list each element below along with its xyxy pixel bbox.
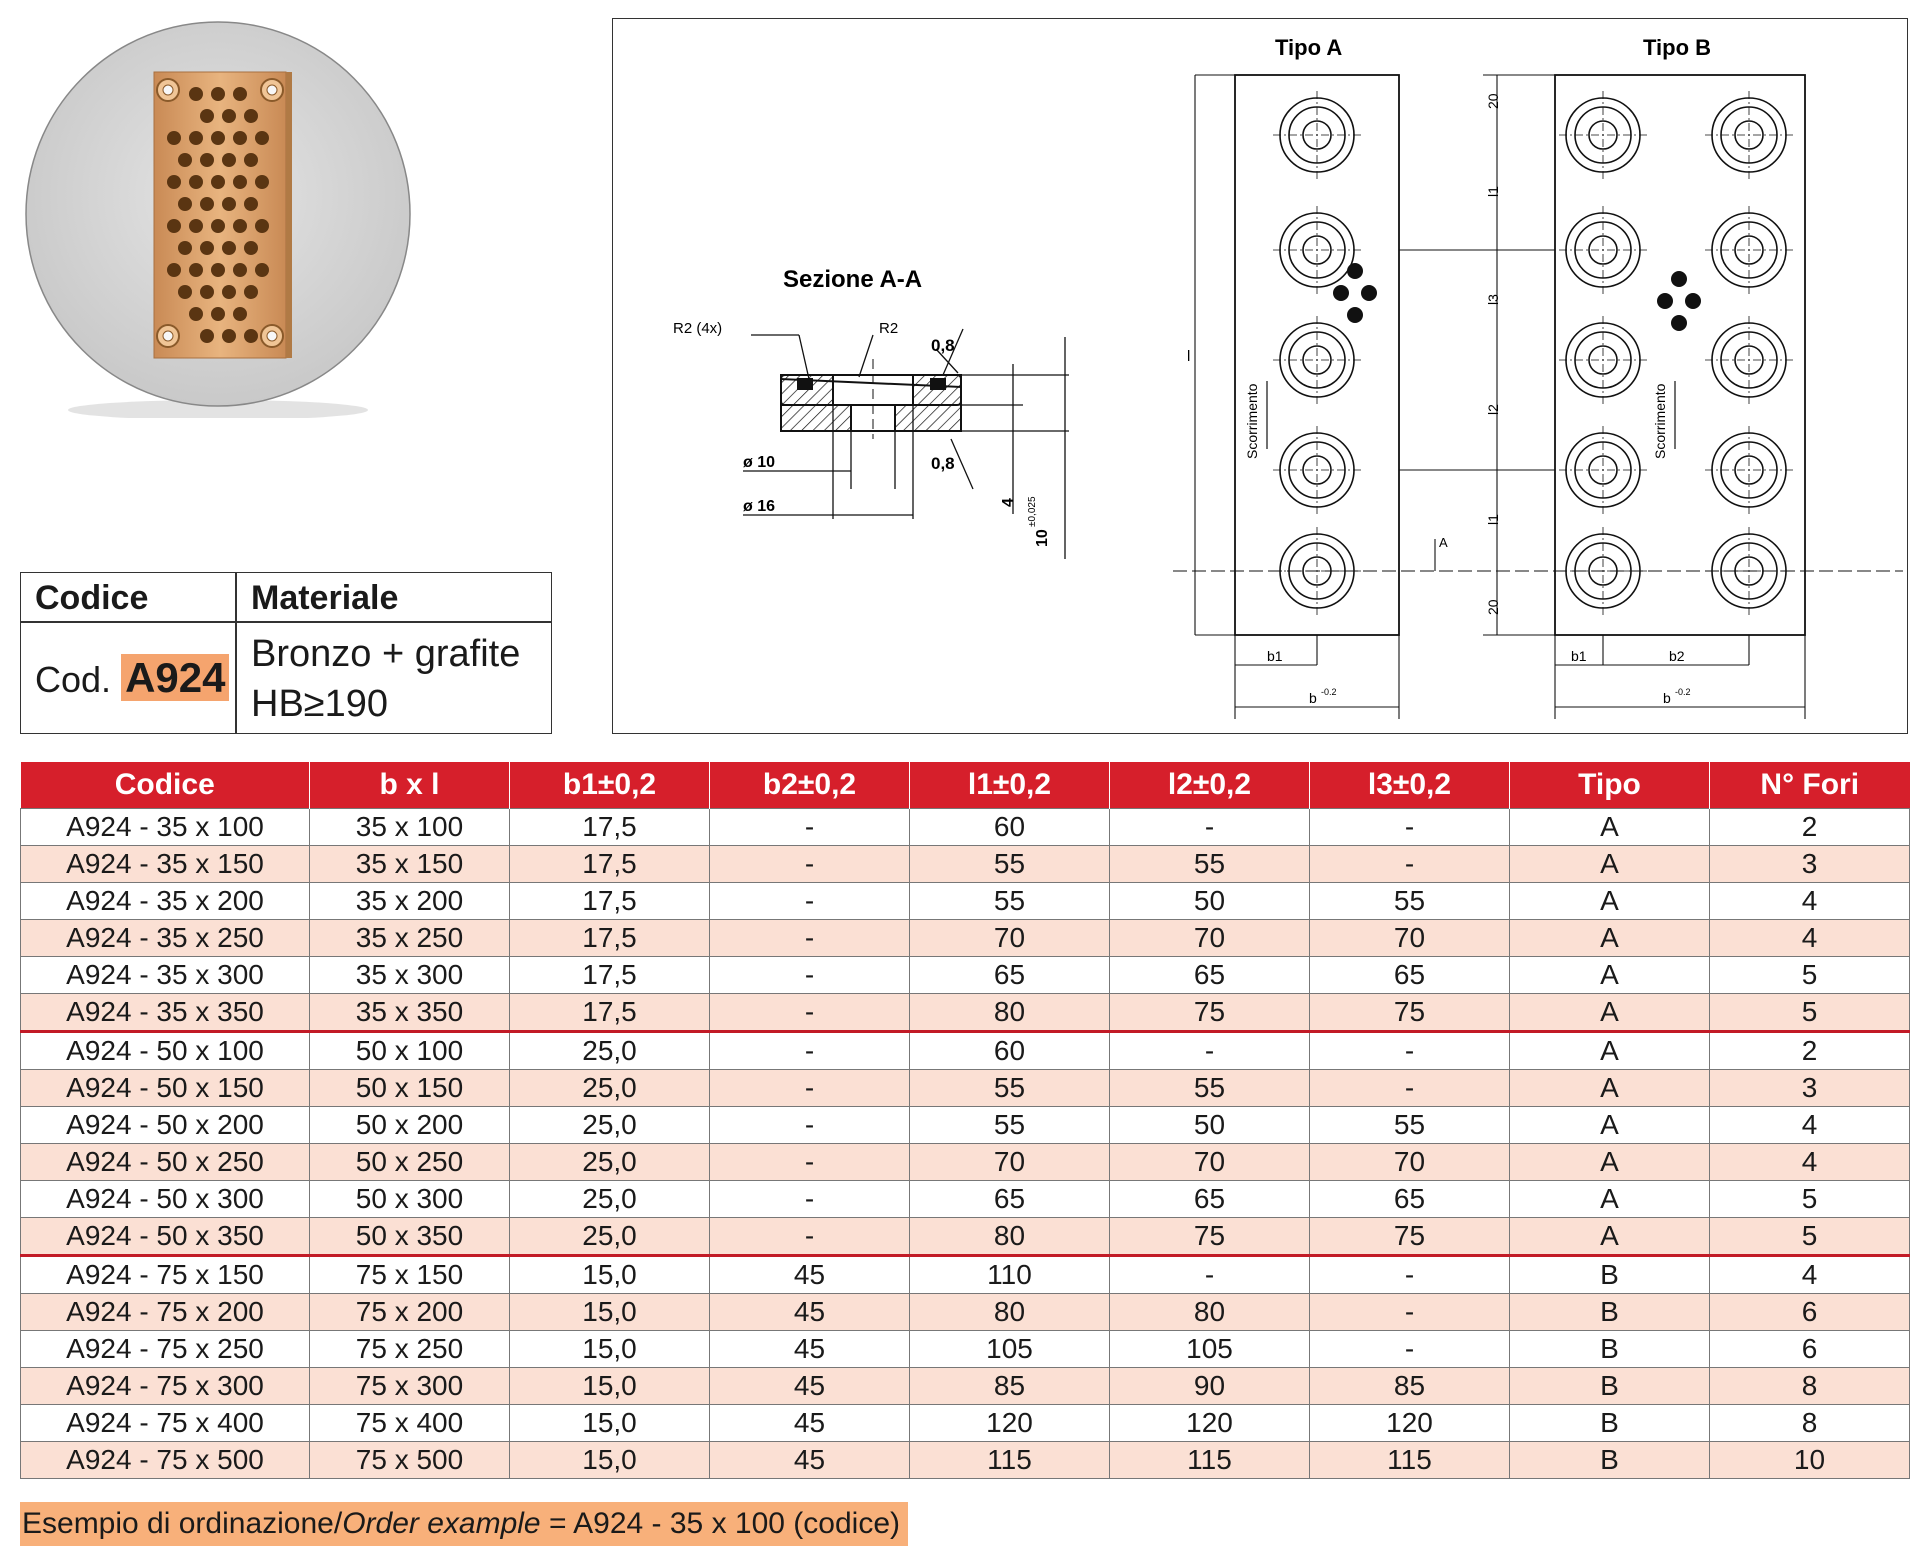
- cell-b2: 45: [710, 1405, 910, 1442]
- cell-tipo: A: [1510, 1144, 1710, 1181]
- product-photo: [18, 18, 418, 418]
- cell-l2: 55: [1110, 846, 1310, 883]
- cell-bxl: 75 x 250: [310, 1331, 510, 1368]
- cell-l1: 55: [910, 1107, 1110, 1144]
- table-row: [21, 846, 1910, 883]
- material-cell: [237, 629, 551, 729]
- cell-codice: A924 - 75 x 500: [21, 1442, 310, 1479]
- table-row: [21, 1070, 1910, 1107]
- cell-codice: A924 - 35 x 100: [21, 809, 310, 846]
- cell-l3: -: [1310, 1070, 1510, 1107]
- cell-l2: 75: [1110, 994, 1310, 1032]
- cell-codice: A924 - 75 x 400: [21, 1405, 310, 1442]
- cell-l3: 70: [1310, 1144, 1510, 1181]
- dim-l1-top: l1: [1485, 186, 1501, 197]
- cell-bxl: 50 x 150: [310, 1070, 510, 1107]
- col-header-codice: Codice: [21, 762, 310, 809]
- scorrimento-b: Scorrimento: [1652, 383, 1668, 459]
- cell-b1: 25,0: [510, 1218, 710, 1256]
- table-row: [21, 920, 1910, 957]
- col-header-bxl: b x l: [310, 762, 510, 809]
- table-row: [21, 1442, 1910, 1479]
- cell-codice: A924 - 75 x 250: [21, 1331, 310, 1368]
- cell-b1: 25,0: [510, 1107, 710, 1144]
- cell-l1: 60: [910, 1032, 1110, 1070]
- cell-b2: -: [710, 809, 910, 846]
- cell-fori: 4: [1710, 1107, 1910, 1144]
- cell-l3: -: [1310, 846, 1510, 883]
- cell-tipo: A: [1510, 1107, 1710, 1144]
- dia16-label: ø 16: [743, 498, 776, 515]
- table-row: [21, 1144, 1910, 1181]
- section-title: Sezione A-A: [783, 266, 923, 293]
- cell-l2: 50: [1110, 883, 1310, 920]
- table-row: [21, 1331, 1910, 1368]
- cell-l2: 65: [1110, 1181, 1310, 1218]
- table-row: [21, 1107, 1910, 1144]
- r2-label: R2: [879, 320, 899, 337]
- cell-bxl: 75 x 400: [310, 1405, 510, 1442]
- cell-b2: -: [710, 1107, 910, 1144]
- cell-tipo: B: [1510, 1331, 1710, 1368]
- cell-codice: A924 - 35 x 250: [21, 920, 310, 957]
- table-row: [21, 1181, 1910, 1218]
- cell-l2: 70: [1110, 1144, 1310, 1181]
- dim10-label: 10: [1034, 529, 1051, 547]
- order-example-it: Esempio di ordinazione/: [22, 1507, 343, 1540]
- cell-bxl: 50 x 350: [310, 1218, 510, 1256]
- cell-bxl: 35 x 150: [310, 846, 510, 883]
- cell-fori: 5: [1710, 1218, 1910, 1256]
- cell-b2: 45: [710, 1294, 910, 1331]
- table-row: [21, 883, 1910, 920]
- cell-fori: 6: [1710, 1294, 1910, 1331]
- cell-l1: 115: [910, 1442, 1110, 1479]
- cell-b2: -: [710, 920, 910, 957]
- cell-l3: 55: [1310, 883, 1510, 920]
- cell-bxl: 50 x 100: [310, 1032, 510, 1070]
- col-header-l3: l3±0,2: [1310, 762, 1510, 809]
- dim-l2: l2: [1485, 404, 1501, 415]
- cell-l3: 85: [1310, 1368, 1510, 1405]
- cell-fori: 4: [1710, 1144, 1910, 1181]
- cell-l2: 90: [1110, 1368, 1310, 1405]
- type-a-holes: [1273, 91, 1361, 615]
- cell-l2: 105: [1110, 1331, 1310, 1368]
- cell-l3: -: [1310, 1256, 1510, 1294]
- cell-codice: A924 - 50 x 300: [21, 1181, 310, 1218]
- type-b-graphite-dots: [1657, 271, 1701, 331]
- material-header: Materiale: [251, 579, 399, 617]
- cell-b1: 17,5: [510, 883, 710, 920]
- material-name: Bronzo + grafite: [251, 633, 521, 675]
- b1-label-a: b1: [1267, 648, 1283, 664]
- cell-bxl: 35 x 350: [310, 994, 510, 1032]
- cell-codice: A924 - 50 x 150: [21, 1070, 310, 1107]
- cell-b2: 45: [710, 1256, 910, 1294]
- cell-codice: A924 - 75 x 200: [21, 1294, 310, 1331]
- dim-08-top: 0,8: [931, 336, 955, 355]
- cell-fori: 2: [1710, 1032, 1910, 1070]
- table-row: [21, 809, 1910, 846]
- col-header-l1: l1±0,2: [910, 762, 1110, 809]
- cell-l2: 115: [1110, 1442, 1310, 1479]
- cell-codice: A924 - 50 x 100: [21, 1032, 310, 1070]
- col-header-tipo: Tipo: [1510, 762, 1710, 809]
- cell-l1: 80: [910, 994, 1110, 1032]
- cell-codice: A924 - 35 x 350: [21, 994, 310, 1032]
- cell-b1: 25,0: [510, 1144, 710, 1181]
- cell-l1: 65: [910, 957, 1110, 994]
- cell-bxl: 75 x 150: [310, 1256, 510, 1294]
- technical-drawing: [612, 18, 1908, 734]
- cell-b2: -: [710, 1218, 910, 1256]
- cell-l3: -: [1310, 1294, 1510, 1331]
- cell-tipo: A: [1510, 994, 1710, 1032]
- cell-b2: -: [710, 957, 910, 994]
- cell-tipo: B: [1510, 1294, 1710, 1331]
- cell-bxl: 75 x 300: [310, 1368, 510, 1405]
- col-header-fori: N° Fori: [1710, 762, 1910, 809]
- cell-fori: 5: [1710, 957, 1910, 994]
- cell-b1: 15,0: [510, 1256, 710, 1294]
- cell-b1: 15,0: [510, 1331, 710, 1368]
- table-row: [21, 1256, 1910, 1294]
- plate-dimensions: [1173, 75, 1903, 719]
- cell-tipo: A: [1510, 1218, 1710, 1256]
- cell-b2: -: [710, 846, 910, 883]
- cell-bxl: 35 x 100: [310, 809, 510, 846]
- cell-fori: 4: [1710, 883, 1910, 920]
- cell-codice: A924 - 35 x 300: [21, 957, 310, 994]
- cell-b2: 45: [710, 1331, 910, 1368]
- cell-tipo: A: [1510, 957, 1710, 994]
- cell-b1: 17,5: [510, 920, 710, 957]
- table-row: [21, 1368, 1910, 1405]
- dia10-label: ø 10: [743, 454, 776, 471]
- cell-l1: 65: [910, 1181, 1110, 1218]
- cell-tipo: A: [1510, 1070, 1710, 1107]
- section-profile: [781, 359, 961, 439]
- scorrimento-a: Scorrimento: [1244, 383, 1260, 459]
- table-row: [21, 1218, 1910, 1256]
- cell-codice: A924 - 50 x 350: [21, 1218, 310, 1256]
- cell-b1: 15,0: [510, 1294, 710, 1331]
- b1-label-b: b1: [1571, 648, 1587, 664]
- col-header-l2: l2±0,2: [1110, 762, 1310, 809]
- table-row: [21, 1294, 1910, 1331]
- cell-l3: 115: [1310, 1442, 1510, 1479]
- cell-l1: 120: [910, 1405, 1110, 1442]
- cell-fori: 5: [1710, 994, 1910, 1032]
- cell-b2: 45: [710, 1442, 910, 1479]
- cell-l1: 70: [910, 1144, 1110, 1181]
- cell-l3: 120: [1310, 1405, 1510, 1442]
- cell-l3: 70: [1310, 920, 1510, 957]
- cell-bxl: 35 x 200: [310, 883, 510, 920]
- cell-codice: A924 - 35 x 150: [21, 846, 310, 883]
- cell-codice: A924 - 75 x 300: [21, 1368, 310, 1405]
- cell-fori: 6: [1710, 1331, 1910, 1368]
- cell-l2: 55: [1110, 1070, 1310, 1107]
- cell-l3: -: [1310, 809, 1510, 846]
- cell-tipo: A: [1510, 920, 1710, 957]
- cell-l1: 55: [910, 846, 1110, 883]
- cell-tipo: A: [1510, 809, 1710, 846]
- cell-l3: 65: [1310, 1181, 1510, 1218]
- cell-l1: 80: [910, 1218, 1110, 1256]
- material-hardness: HB≥190: [251, 683, 389, 725]
- cell-fori: 3: [1710, 1070, 1910, 1107]
- cell-bxl: 50 x 200: [310, 1107, 510, 1144]
- cell-b1: 17,5: [510, 809, 710, 846]
- cell-b1: 25,0: [510, 1032, 710, 1070]
- cell-tipo: A: [1510, 1032, 1710, 1070]
- r2-4x-label: R2 (4x): [673, 320, 723, 337]
- cell-bxl: 75 x 500: [310, 1442, 510, 1479]
- code-header: Codice: [35, 579, 149, 617]
- cell-b2: -: [710, 1144, 910, 1181]
- cell-fori: 8: [1710, 1405, 1910, 1442]
- cell-l3: 55: [1310, 1107, 1510, 1144]
- cell-l3: 75: [1310, 994, 1510, 1032]
- material-box: [20, 572, 552, 734]
- cell-bxl: 35 x 250: [310, 920, 510, 957]
- dim-20-top: 20: [1485, 93, 1501, 109]
- cell-l2: 70: [1110, 920, 1310, 957]
- order-example-en: Order example: [342, 1507, 541, 1540]
- dim-20-bottom: 20: [1485, 599, 1501, 615]
- cell-b2: -: [710, 994, 910, 1032]
- cell-l1: 105: [910, 1331, 1110, 1368]
- cell-fori: 3: [1710, 846, 1910, 883]
- cell-l1: 110: [910, 1256, 1110, 1294]
- cell-fori: 8: [1710, 1368, 1910, 1405]
- cell-l1: 55: [910, 883, 1110, 920]
- cell-tipo: B: [1510, 1442, 1710, 1479]
- order-example-value: = A924 - 35 x 100 (codice): [540, 1507, 900, 1540]
- cell-l2: 120: [1110, 1405, 1310, 1442]
- cell-l2: 65: [1110, 957, 1310, 994]
- cell-b1: 17,5: [510, 846, 710, 883]
- cell-b1: 17,5: [510, 957, 710, 994]
- cell-tipo: B: [1510, 1256, 1710, 1294]
- dim4-label: 4: [1000, 498, 1017, 507]
- cell-tipo: B: [1510, 1368, 1710, 1405]
- cell-codice: A924 - 50 x 250: [21, 1144, 310, 1181]
- cell-fori: 4: [1710, 1256, 1910, 1294]
- b-tol-b: -0.2: [1675, 687, 1691, 697]
- dim-08-bottom: 0,8: [931, 454, 955, 473]
- cell-b2: 45: [710, 1368, 910, 1405]
- dim10-tol: ±0,025: [1027, 496, 1038, 527]
- cell-tipo: A: [1510, 846, 1710, 883]
- cell-l3: -: [1310, 1032, 1510, 1070]
- code-badge: A924: [121, 654, 229, 701]
- type-b-title: Tipo B: [1643, 35, 1712, 60]
- cell-l3: -: [1310, 1331, 1510, 1368]
- cell-b1: 25,0: [510, 1070, 710, 1107]
- cell-b1: 15,0: [510, 1368, 710, 1405]
- cell-l3: 65: [1310, 957, 1510, 994]
- cell-b1: 25,0: [510, 1181, 710, 1218]
- b-label-b: b: [1663, 690, 1671, 706]
- col-header-b1: b1±0,2: [510, 762, 710, 809]
- cell-l2: 50: [1110, 1107, 1310, 1144]
- b-label-a: b: [1309, 690, 1317, 706]
- cell-l1: 80: [910, 1294, 1110, 1331]
- section-arrow-a: A: [1439, 535, 1448, 550]
- cell-tipo: A: [1510, 1181, 1710, 1218]
- cell-l2: -: [1110, 1256, 1310, 1294]
- cell-b2: -: [710, 883, 910, 920]
- cell-tipo: A: [1510, 883, 1710, 920]
- cell-b1: 15,0: [510, 1442, 710, 1479]
- dim-l1-bottom: l1: [1485, 514, 1501, 525]
- cell-bxl: 50 x 300: [310, 1181, 510, 1218]
- cell-b1: 15,0: [510, 1405, 710, 1442]
- cell-l3: 75: [1310, 1218, 1510, 1256]
- cell-fori: 10: [1710, 1442, 1910, 1479]
- cell-b2: -: [710, 1070, 910, 1107]
- cell-codice: A924 - 75 x 150: [21, 1256, 310, 1294]
- type-a-graphite-dots: [1333, 263, 1377, 323]
- table-row: [21, 1405, 1910, 1442]
- cell-fori: 5: [1710, 1181, 1910, 1218]
- cell-fori: 4: [1710, 920, 1910, 957]
- col-header-b2: b2±0,2: [710, 762, 910, 809]
- cell-l1: 55: [910, 1070, 1110, 1107]
- cell-b2: -: [710, 1032, 910, 1070]
- table-row: [21, 957, 1910, 994]
- cell-l2: -: [1110, 809, 1310, 846]
- table-row: [21, 994, 1910, 1032]
- cell-tipo: B: [1510, 1405, 1710, 1442]
- cell-l2: 75: [1110, 1218, 1310, 1256]
- cell-l1: 70: [910, 920, 1110, 957]
- order-example: [20, 1502, 908, 1546]
- cell-bxl: 75 x 200: [310, 1294, 510, 1331]
- cell-codice: A924 - 50 x 200: [21, 1107, 310, 1144]
- cell-b2: -: [710, 1181, 910, 1218]
- dimensions-table: [20, 762, 1910, 1479]
- table-row: [21, 1032, 1910, 1070]
- section-dimensions: [743, 329, 1069, 559]
- dim-l: l: [1187, 348, 1191, 365]
- cell-fori: 2: [1710, 809, 1910, 846]
- cell-l1: 85: [910, 1368, 1110, 1405]
- cell-l1: 60: [910, 809, 1110, 846]
- cell-l2: -: [1110, 1032, 1310, 1070]
- cell-b1: 17,5: [510, 994, 710, 1032]
- type-a-title: Tipo A: [1275, 35, 1343, 60]
- code-cell: [21, 623, 250, 733]
- table-header-row: [21, 762, 1910, 809]
- b-tol-a: -0.2: [1321, 687, 1337, 697]
- code-prefix: Cod.: [35, 659, 112, 700]
- dim-l3: l3: [1485, 294, 1501, 305]
- type-b-holes: [1559, 91, 1793, 615]
- cell-bxl: 35 x 300: [310, 957, 510, 994]
- cell-l2: 80: [1110, 1294, 1310, 1331]
- b2-label: b2: [1669, 648, 1685, 664]
- cell-codice: A924 - 35 x 200: [21, 883, 310, 920]
- cell-bxl: 50 x 250: [310, 1144, 510, 1181]
